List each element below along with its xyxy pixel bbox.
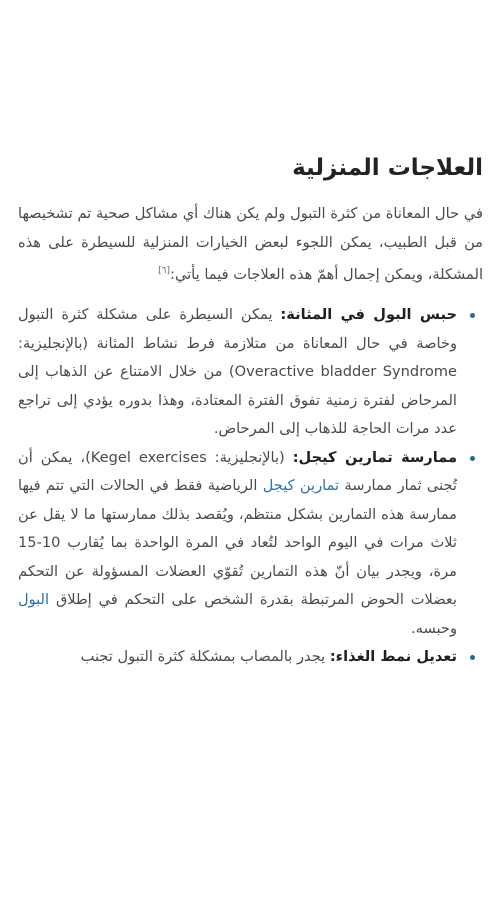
remedies-list xyxy=(18,301,483,672)
item-text: يمكن السيطرة على مشكلة كثرة التبول وخاصة في حال المعاناة من متلازمة فرط نشاط المثانة (بالإنجليزية: Overactive bladder Syndrome) من خلال الامتناع عن الذهاب إلى المرحاض لفترة زمنية تفوق الفترة المعتادة، وهذا بدوره يؤدي إلى تراجع عدد مرات الحاجة للذهاب إلى المرحاض. xyxy=(18,306,457,438)
bullet-icon xyxy=(470,456,475,461)
kegel-exercises-link[interactable]: تمارين كيجل xyxy=(262,477,340,495)
item-text: يجدر بالمصاب بمشكلة كثرة التبول تجنب xyxy=(80,648,330,666)
urine-link[interactable]: البول xyxy=(18,591,50,609)
item-term: ممارسة تمارين كيجل: xyxy=(292,448,458,466)
article-section xyxy=(18,150,483,672)
section-title: العلاجات المنزلية xyxy=(292,155,483,181)
bullet-icon xyxy=(470,313,475,318)
reference-marker[interactable]: [٦] xyxy=(158,266,171,276)
item-term: حبس البول في المثانة: xyxy=(280,306,457,324)
item-text: (بالإنجليزية: Kegel exercises)، يمكن أن تُجنى ثمار ممارسة xyxy=(18,448,457,495)
item-text: الرياضية فقط في الحالات التي تتم فيها ممارسة هذه التمارين بشكل منتظم، ويُقصد بذلك ممارستها ما لا يقل عن ثلاث مرات في اليوم الواحد لتُعاد في المرة الواحدة بما يُقارب 10-15 مرة، ويجدر بيان أنّ هذه التمارين تُقوّي العضلات المسؤولة عن التحكم بعضلات الحوض المرتبطة بقدرة الشخص على التحكم في إطلاق xyxy=(18,477,457,609)
item-term: تعديل نمط الغذاء: xyxy=(329,648,457,666)
item-text: وحبسه. xyxy=(411,619,457,637)
bullet-icon xyxy=(470,655,475,660)
intro-paragraph xyxy=(18,200,483,289)
list-item xyxy=(18,301,483,444)
intro-text: في حال المعاناة من كثرة التبول ولم يكن هناك أي مشاكل صحية تم تشخيصها من قبل الطبيب، يمكن اللجوء لبعض الخيارات المنزلية للسيطرة على هذه المشكلة، ويمكن إجمال أهمّ هذه العلاجات فيما يأتي: xyxy=(18,205,483,283)
list-item xyxy=(18,643,483,672)
list-item xyxy=(18,444,483,644)
